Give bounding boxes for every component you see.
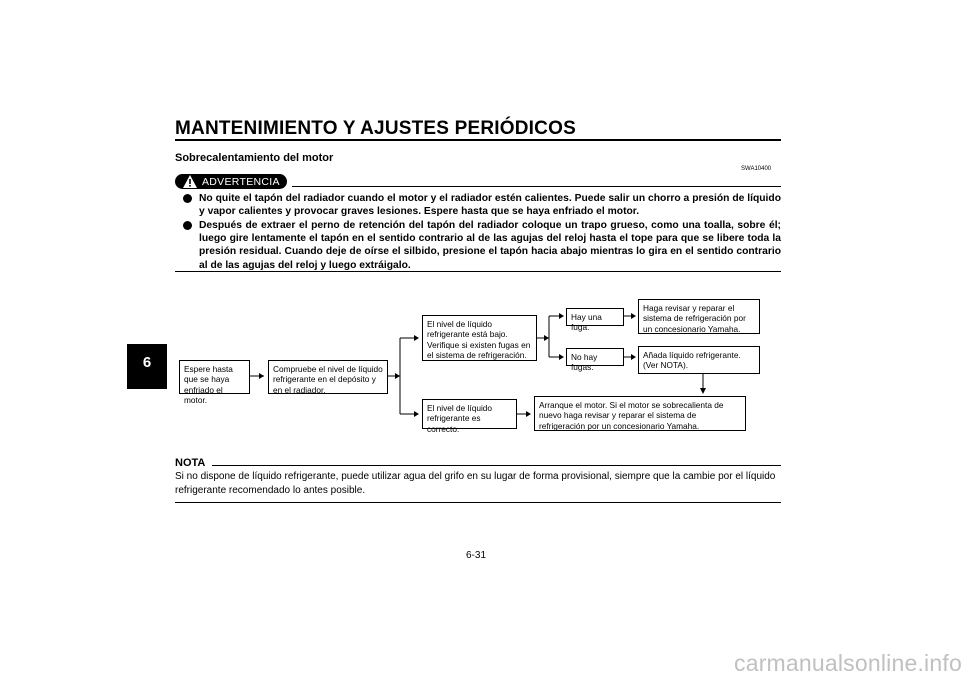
warning-label: ADVERTENCIA <box>202 175 280 188</box>
chapter-tab <box>127 344 167 389</box>
flow-box-no-leak: No hay fugas. <box>566 348 624 366</box>
title-rule <box>175 139 781 141</box>
bullet-icon <box>183 221 192 230</box>
flow-box-leak: Hay una fuga. <box>566 308 624 326</box>
section-heading: Sobrecalentamiento del motor <box>175 152 334 164</box>
page-title: MANTENIMIENTO Y AJUSTES PERIÓDICOS <box>175 118 576 139</box>
warning-item-text: Después de extraer el perno de retención del tapón del radiador coloque un trapo grueso, como una toalla, sobre él; luego gire lentamente el tapón en el sentido contrario al de las agujas del reloj hasta el tope para que se libere toda la presión residual. Cuando deje de oírse el silbido, presione el tapón hacia abajo mientras lo gira en el sentido contrario al de las agujas del reloj y luego extráigalo. <box>199 220 781 271</box>
flow-box-level-correct: El nivel de líquido refrigerante es correcto. <box>422 399 517 429</box>
note-label: NOTA <box>175 457 206 469</box>
warning-code: SWA10400 <box>741 166 772 172</box>
flow-box-add-coolant: Añada líquido refrigerante. (Ver NOTA). <box>638 346 760 374</box>
chapter-number: 6 <box>142 354 152 371</box>
warning-end-rule <box>175 271 781 272</box>
warning-item <box>183 192 781 218</box>
watermark: carmanualsonline.info <box>734 650 962 676</box>
flow-box-check-level: Compruebe el nivel de líquido refrigerante en el depósito y en el radiador. <box>268 360 388 394</box>
warning-item-text: No quite el tapón del radiador cuando el motor y el radiador estén calientes. Puede salir un chorro a presión de líquido y vapor calientes y provocar graves lesiones. Espere hasta que se haya enfriado el motor. <box>199 193 781 218</box>
flow-box-dealer-repair: Haga revisar y reparar el sistema de refrigeración por un concesionario Yamaha. <box>638 299 760 334</box>
bullet-icon <box>183 194 192 203</box>
warning-badge <box>175 174 287 189</box>
warning-triangle-icon <box>182 174 198 189</box>
note-rule <box>212 465 781 466</box>
warning-item <box>183 219 781 272</box>
note-end-rule <box>175 502 781 503</box>
flow-box-restart-engine: Arranque el motor. Si el motor se sobrecalienta de nuevo haga revisar y reparar el sistema de refrigeración por un concesionario Yamaha. <box>534 396 746 431</box>
flow-box-wait: Espere hasta que se haya enfriado el motor. <box>179 360 250 394</box>
note-text: Si no dispone de líquido refrigerante, puede utilizar agua del grifo en su lugar de forma provisional, siempre que la cambie por el líquido refrigerante recomendado lo antes posible. <box>175 471 776 496</box>
page-number: 6-31 <box>466 550 487 561</box>
warning-rule <box>292 186 781 187</box>
flow-box-level-low: El nivel de líquido refrigerante está bajo. Verifique si existen fugas en el sistema de refrigeración. <box>422 315 537 361</box>
